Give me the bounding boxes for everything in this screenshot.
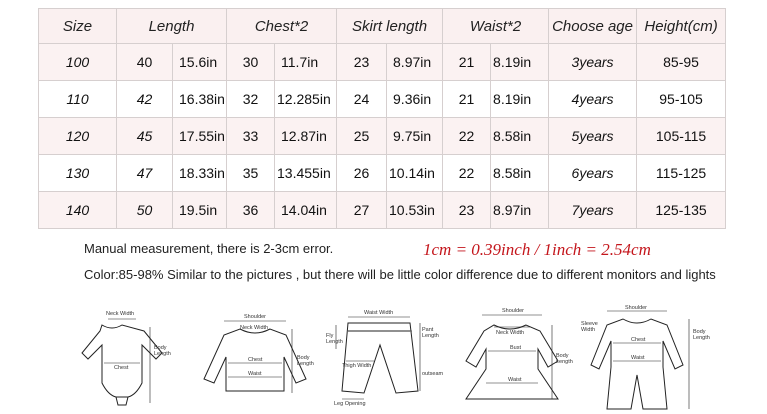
cell-size: 140	[39, 192, 117, 229]
cell-waist-in: 8.58in	[491, 118, 549, 155]
label-chest: Chest	[631, 337, 646, 343]
cell-height: 125-135	[637, 192, 726, 229]
cell-skirt-in: 8.97in	[387, 44, 443, 81]
cell-length-in: 17.55in	[173, 118, 227, 155]
cell-length-cm: 42	[117, 81, 173, 118]
cell-chest-cm: 35	[227, 155, 275, 192]
pants-diagram	[324, 305, 449, 410]
label-waist-width: Waist Width	[364, 310, 394, 316]
cell-length-in: 18.33in	[173, 155, 227, 192]
label-shoulder: Shoulder	[625, 305, 648, 311]
header-height: Height(cm)	[637, 9, 726, 44]
cell-size: 110	[39, 81, 117, 118]
cell-waist-cm: 21	[443, 44, 491, 81]
cell-skirt-cm: 26	[337, 155, 387, 192]
cell-skirt-cm: 25	[337, 118, 387, 155]
label-body: Body	[297, 355, 310, 361]
pants-outline-icon	[324, 305, 449, 410]
cell-chest-in: 12.285in	[275, 81, 337, 118]
cell-skirt-in: 9.75in	[387, 118, 443, 155]
cell-waist-in: 8.19in	[491, 44, 549, 81]
header-waist: Waist*2	[443, 9, 549, 44]
label-length: Length	[297, 361, 314, 367]
header-chest: Chest*2	[227, 9, 337, 44]
label-sleeve: Sleeve	[581, 321, 598, 327]
cell-chest-in: 13.455in	[275, 155, 337, 192]
top-diagram	[200, 305, 320, 410]
cell-size: 100	[39, 44, 117, 81]
header-size: Size	[39, 9, 117, 44]
label-leg-opening: Leg Opening	[334, 401, 366, 407]
label-neck-width: Neck Width	[106, 311, 135, 317]
measurement-diagrams	[62, 305, 712, 410]
label-bust: Bust	[510, 345, 522, 351]
cell-chest-in: 11.7in	[275, 44, 337, 81]
size-table	[38, 8, 726, 229]
cell-length-in: 15.6in	[173, 44, 227, 81]
label-sleeve-width: Width	[581, 327, 596, 333]
label-length: Length	[556, 359, 573, 365]
cell-age: 4years	[549, 81, 637, 118]
label-shoulder: Shoulder	[502, 308, 525, 314]
cell-skirt-in: 9.36in	[387, 81, 443, 118]
label-chest: Chest	[248, 357, 263, 363]
table-row	[39, 118, 726, 155]
cell-skirt-in: 10.53in	[387, 192, 443, 229]
table-row	[39, 81, 726, 118]
cell-waist-in: 8.58in	[491, 155, 549, 192]
label-length: Length	[154, 351, 171, 357]
cell-skirt-cm: 23	[337, 44, 387, 81]
cell-length-cm: 47	[117, 155, 173, 192]
label-length: Length	[693, 335, 710, 341]
bodysuit-outline-icon	[62, 305, 182, 410]
label-fly: Fly	[326, 333, 334, 339]
cell-size: 130	[39, 155, 117, 192]
header-age: Choose age	[549, 9, 637, 44]
cell-age: 3years	[549, 44, 637, 81]
bodysuit-diagram	[62, 305, 182, 410]
label-pant-length: Length	[422, 333, 439, 339]
label-body: Body	[556, 353, 569, 359]
measurement-error-text: Manual measurement, there is 2-3cm error.	[84, 241, 334, 256]
cell-length-cm: 40	[117, 44, 173, 81]
table-row	[39, 192, 726, 229]
cell-waist-in: 8.19in	[491, 81, 549, 118]
label-neck-width: Neck Width	[240, 325, 269, 331]
header-length: Length	[117, 9, 227, 44]
label-pant: Pant	[422, 327, 434, 333]
table-row	[39, 155, 726, 192]
cell-length-in: 19.5in	[173, 192, 227, 229]
cell-size: 120	[39, 118, 117, 155]
cell-skirt-in: 10.14in	[387, 155, 443, 192]
cell-age: 7years	[549, 192, 637, 229]
label-waist: Waist	[248, 371, 262, 377]
cell-waist-cm: 22	[443, 155, 491, 192]
cell-chest-in: 14.04in	[275, 192, 337, 229]
label-shoulder: Shoulder	[244, 314, 267, 320]
cell-chest-cm: 33	[227, 118, 275, 155]
cell-age: 5years	[549, 118, 637, 155]
cell-waist-cm: 21	[443, 81, 491, 118]
cell-length-cm: 45	[117, 118, 173, 155]
unit-conversion-text: 1cm = 0.39inch / 1inch = 2.54cm	[423, 240, 651, 259]
cell-skirt-cm: 27	[337, 192, 387, 229]
size-chart	[38, 8, 725, 229]
label-body: Body	[693, 329, 706, 335]
cell-chest-in: 12.87in	[275, 118, 337, 155]
label-outseam: outseam	[422, 371, 444, 377]
cell-height: 115-125	[637, 155, 726, 192]
cell-skirt-cm: 24	[337, 81, 387, 118]
romper-diagram	[577, 305, 712, 410]
cell-chest-cm: 32	[227, 81, 275, 118]
cell-waist-cm: 23	[443, 192, 491, 229]
label-chest: Chest	[114, 365, 129, 371]
cell-chest-cm: 30	[227, 44, 275, 81]
cell-length-cm: 50	[117, 192, 173, 229]
cell-height: 85-95	[637, 44, 726, 81]
cell-waist-cm: 22	[443, 118, 491, 155]
label-waist: Waist	[631, 355, 645, 361]
cell-length-in: 16.38in	[173, 81, 227, 118]
label-neck-width: Neck Width	[496, 330, 525, 336]
label-thigh-width: Thigh Width	[342, 363, 372, 369]
cell-height: 105-115	[637, 118, 726, 155]
dress-diagram	[454, 305, 579, 410]
label-waist: Waist	[508, 377, 522, 383]
label-fly-length: Length	[326, 339, 343, 345]
table-header-row	[39, 9, 726, 44]
cell-waist-in: 8.97in	[491, 192, 549, 229]
cell-chest-cm: 36	[227, 192, 275, 229]
label-body: Body	[154, 345, 167, 351]
header-skirt-length: Skirt length	[337, 9, 443, 44]
table-row	[39, 44, 726, 81]
cell-age: 6years	[549, 155, 637, 192]
cell-height: 95-105	[637, 81, 726, 118]
color-disclaimer-text: Color:85-98% Similar to the pictures , but there will be little color difference due to different monitors and lights	[84, 267, 716, 282]
